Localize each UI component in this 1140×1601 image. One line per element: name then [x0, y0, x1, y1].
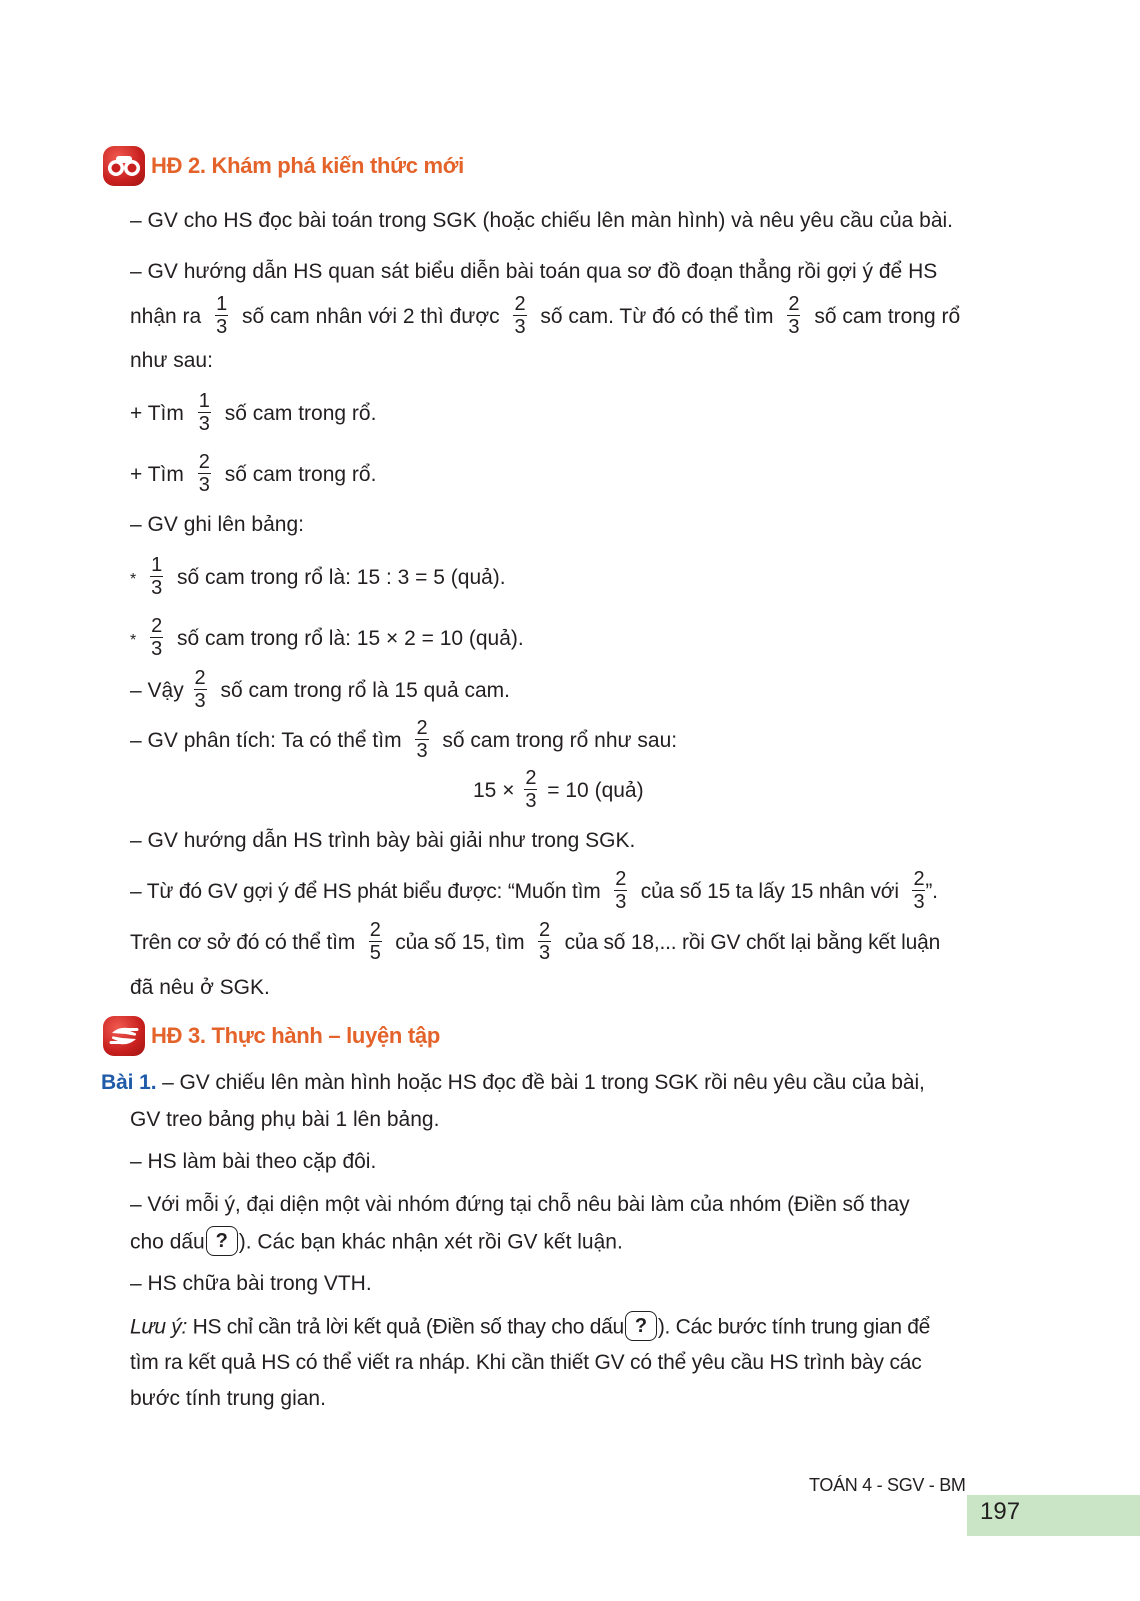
numerator: 1	[198, 389, 210, 412]
denominator: 3	[525, 789, 537, 812]
denominator: 3	[198, 473, 210, 496]
text: bước tính trung gian.	[130, 1387, 326, 1410]
question-box-icon: ?	[625, 1311, 657, 1341]
denominator: 3	[416, 739, 428, 762]
numerator: 2	[615, 867, 627, 890]
numerator: 1	[216, 292, 228, 315]
note-line1	[130, 1313, 930, 1343]
text: – HS làm bài theo cặp đôi.	[130, 1150, 377, 1173]
text: của số 18,... rồi GV chốt lại bằng kết luận	[564, 931, 941, 954]
text: – Vậy	[130, 679, 184, 702]
step1	[130, 389, 376, 439]
vth	[130, 1271, 372, 1297]
denominator: 3	[216, 315, 228, 338]
text: số cam trong rổ	[814, 305, 961, 328]
text: cho dấu	[130, 1230, 205, 1254]
fraction	[513, 293, 526, 338]
text: số cam. Từ đó có thể tìm	[540, 305, 774, 328]
text: ). Các bước tính trung gian để	[657, 1315, 931, 1339]
numerator: 2	[913, 867, 925, 890]
hd2-p2-line3	[130, 348, 213, 374]
denominator: 3	[514, 315, 526, 338]
fraction	[369, 919, 382, 964]
fraction	[198, 390, 211, 435]
denominator: 3	[194, 689, 206, 712]
hd2-heading	[103, 146, 464, 186]
handshake-icon	[103, 1016, 145, 1056]
denominator: 3	[151, 637, 163, 660]
page-number: 197	[980, 1498, 1021, 1525]
step2	[130, 450, 376, 500]
text: tìm ra kết quả HS có thể viết ra nháp. Khi cần thiết GV có thể yêu cầu HS trình bày các	[130, 1351, 922, 1374]
text: số cam trong rổ.	[224, 463, 377, 486]
fraction	[198, 451, 211, 496]
hd2-title: HĐ 2. Khám phá kiến thức mới	[151, 153, 464, 178]
text: GV treo bảng phụ bài 1 lên bảng.	[130, 1108, 440, 1131]
text: *	[130, 571, 137, 588]
pair-work	[130, 1149, 376, 1175]
denominator: 3	[788, 315, 800, 338]
text: nhận ra	[130, 305, 202, 328]
conclusion-line1	[130, 867, 938, 917]
text: – GV phân tích: Ta có thể tìm	[130, 729, 402, 752]
text: đã nêu ở SGK.	[130, 976, 270, 999]
denominator: 3	[913, 890, 925, 913]
group-line1	[130, 1192, 910, 1218]
note-label: Lưu ý:	[130, 1315, 188, 1339]
denominator: 3	[615, 890, 627, 913]
bai1-line2	[130, 1107, 439, 1133]
text: – GV chiếu lên màn hình hoặc HS đọc đề bài 1 trong SGK rồi nêu yêu cầu của bài,	[156, 1071, 925, 1094]
note-line3	[130, 1386, 326, 1412]
hd2-p1	[130, 208, 953, 234]
denominator: 3	[151, 576, 163, 599]
vay	[130, 666, 510, 716]
bai1-line1	[101, 1070, 925, 1096]
fraction	[415, 717, 428, 762]
text: ). Các bạn khác nhận xét rồi GV kết luận.	[238, 1230, 623, 1254]
guide	[130, 828, 635, 854]
fraction	[194, 667, 207, 712]
numerator: 2	[369, 918, 381, 941]
text: – Với mỗi ý, đại diện một vài nhóm đứng tại chỗ nêu bài làm của nhóm (Điền số thay	[130, 1193, 910, 1216]
hd2-p2-line2	[130, 292, 960, 342]
hd3-title: HĐ 3. Thực hành – luyện tập	[151, 1023, 440, 1048]
text: số cam trong rổ.	[224, 402, 377, 425]
text: + Tìm	[130, 463, 184, 486]
text: của số 15, tìm	[395, 931, 525, 954]
text: – HS chữa bài trong VTH.	[130, 1272, 372, 1295]
star2	[130, 614, 524, 666]
denominator: 3	[198, 412, 210, 435]
text: số cam trong rổ là: 15 × 2 = 10 (quả).	[177, 627, 524, 650]
fraction	[614, 868, 627, 913]
numerator: 2	[539, 918, 550, 941]
fraction	[150, 615, 163, 660]
numerator: 2	[788, 292, 800, 315]
footer-book-title: TOÁN 4 - SGV - BM	[809, 1475, 966, 1495]
fraction	[912, 868, 925, 913]
fraction	[215, 293, 228, 338]
conclusion-line2	[130, 918, 940, 968]
text: ”.	[925, 880, 938, 903]
numerator: 2	[525, 766, 537, 789]
denominator: 5	[369, 941, 381, 964]
formula	[473, 766, 644, 816]
question-box-icon: ?	[206, 1226, 238, 1256]
star1	[130, 553, 506, 605]
hd3-heading	[103, 1016, 440, 1056]
fraction	[524, 767, 537, 812]
text: *	[130, 632, 137, 649]
fraction	[150, 554, 163, 599]
text: như sau:	[130, 349, 213, 372]
board	[130, 512, 304, 538]
text: số cam nhân với 2 thì được	[242, 305, 500, 328]
text: + Tìm	[130, 402, 184, 425]
numerator: 2	[198, 450, 210, 473]
text: – Từ đó GV gợi ý để HS phát biểu được: “Muốn tìm	[130, 880, 601, 903]
text: – GV hướng dẫn HS quan sát biểu diễn bài toán qua sơ đồ đoạn thẳng rồi gợi ý để HS	[130, 260, 938, 283]
text: – GV cho HS đọc bài toán trong SGK (hoặc chiếu lên màn hình) và nêu yêu cầu của bài.	[130, 209, 953, 232]
group-line2	[130, 1228, 623, 1258]
note-line2	[130, 1350, 922, 1376]
text: 15 ×	[473, 779, 515, 802]
numerator: 2	[151, 614, 163, 637]
bai1-label: Bài 1.	[101, 1071, 157, 1094]
binoculars-icon	[103, 146, 145, 186]
text: HS chỉ cần trả lời kết quả (Điền số thay cho dấu	[187, 1315, 624, 1339]
numerator: 2	[514, 292, 526, 315]
analysis	[130, 716, 677, 766]
numerator: 1	[151, 553, 163, 576]
denominator: 3	[539, 941, 550, 964]
text: Trên cơ sở đó có thể tìm	[130, 931, 356, 954]
text: của số 15 ta lấy 15 nhân với	[640, 880, 899, 903]
fraction	[538, 919, 551, 964]
numerator: 2	[194, 666, 206, 689]
fraction	[787, 293, 800, 338]
conclusion-line3	[130, 975, 270, 1001]
text: số cam trong rổ là: 15 : 3 = 5 (quả).	[177, 566, 506, 589]
text: = 10 (quả)	[547, 779, 644, 802]
text: số cam trong rổ như sau:	[442, 729, 678, 752]
numerator: 2	[416, 716, 428, 739]
hd2-p2-line1	[130, 259, 937, 285]
text: – GV ghi lên bảng:	[130, 513, 304, 536]
text: – GV hướng dẫn HS trình bày bài giải như trong SGK.	[130, 829, 636, 852]
text: số cam trong rổ là 15 quả cam.	[220, 679, 510, 702]
